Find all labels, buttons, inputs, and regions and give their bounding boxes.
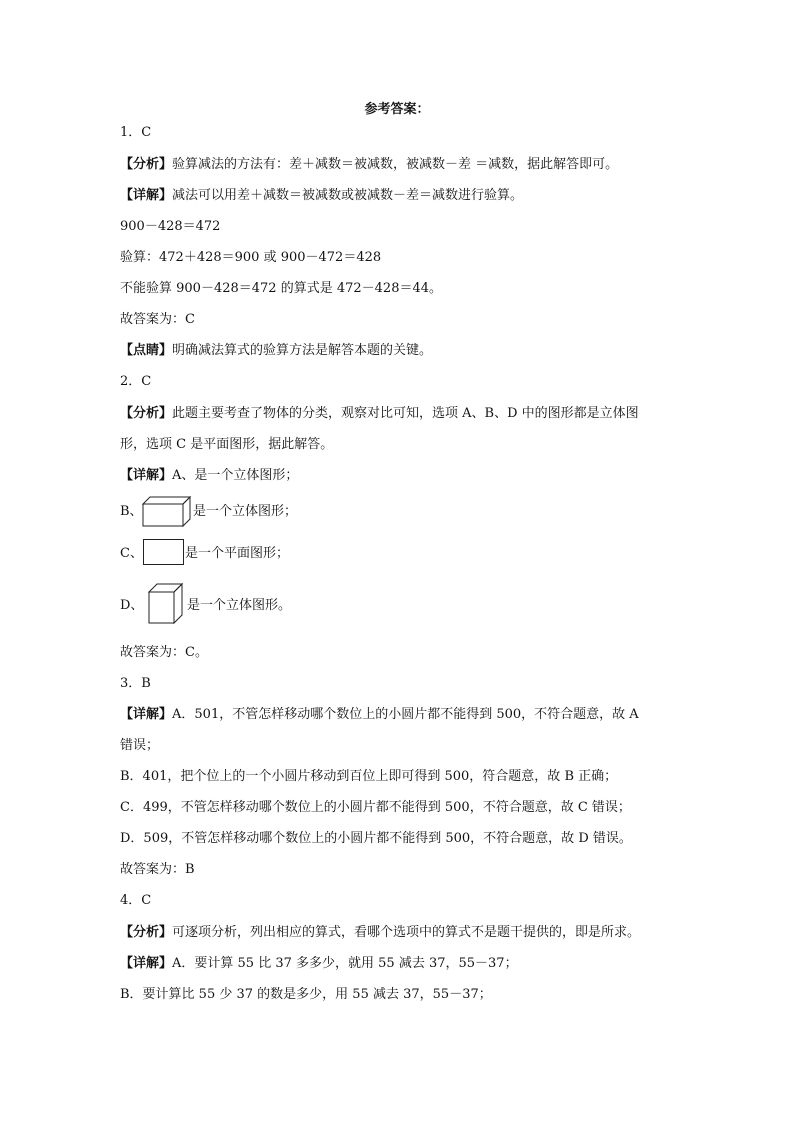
analysis-tag: 【分析】 (120, 406, 173, 421)
q2-number: 2．C (120, 374, 152, 389)
tip-text: 明确减法算式的验算方法是解答本题的关键。 (172, 343, 433, 358)
detail-tag: 【详解】 (120, 188, 173, 203)
detail-text: A．501，不管怎样移动哪个数位上的小圆片都不能得到 500，不符合题意，故 A (172, 707, 639, 722)
detail-tag: 【详解】 (120, 707, 173, 722)
q3-answer: 故答案为：B (120, 862, 195, 877)
q1-detail (120, 187, 523, 205)
q2-detail (120, 467, 298, 485)
q4-analysis (120, 924, 640, 942)
analysis-tag: 【分析】 (120, 925, 173, 940)
detail-text: A．要计算 55 比 37 多多少，就用 55 减去 37，55－37； (172, 956, 518, 971)
q1-tip (120, 342, 432, 360)
q1-equation-1: 900－428＝472 (120, 219, 221, 234)
q2-option-b-label: B、 (120, 504, 143, 519)
q2-option-b-text: 是一个立体图形； (193, 504, 298, 519)
q1-analysis (120, 156, 618, 174)
cube-figure (148, 583, 184, 625)
q2-option-c-text: 是一个平面图形； (185, 546, 290, 561)
analysis-text: 此题主要考查了物体的分类，观察对比可知，选项 A、B、D 中的图形都是立体图 (172, 406, 639, 421)
detail-text: 减法可以用差＋减数＝被减数或被减数－差＝减数进行验算。 (172, 188, 524, 203)
page-title: 参考答案： (364, 102, 430, 117)
q4-number: 4．C (120, 893, 152, 908)
q2-analysis (120, 405, 639, 423)
q2-analysis-cont: 形，选项 C 是平面图形，据此解答。 (120, 437, 334, 452)
detail-tag: 【详解】 (120, 468, 173, 483)
q1-answer: 故答案为：C (120, 312, 195, 327)
q1-equation-2: 验算：472＋428＝900 或 900－472＝428 (120, 250, 382, 265)
q3-option-b: B．401，把个位上的一个小圆片移动到百位上即可得到 500，符合题意，故 B 正确； (120, 769, 618, 784)
q3-option-c: C．499，不管怎样移动哪个数位上的小圆片都不能得到 500，不符合题意，故 C 错误； (120, 800, 631, 815)
q2-option-c-label: C、 (120, 546, 143, 561)
detail-text: A、是一个立体图形； (172, 468, 299, 483)
cuboid-figure (142, 496, 192, 528)
q3-number: 3．B (120, 676, 151, 691)
detail-tag: 【详解】 (120, 956, 173, 971)
rectangle-figure (143, 539, 185, 566)
q2-option-d-label: D、 (120, 598, 144, 613)
q3-detail-cont: 错误； (120, 738, 160, 753)
q2-option-d-text: 是一个立体图形。 (187, 598, 292, 613)
q3-detail (120, 706, 639, 724)
q1-equation-3: 不能验算 900－428＝472 的算式是 472－428＝44。 (120, 281, 443, 296)
analysis-text: 可逐项分析，列出相应的算式，看哪个选项中的算式不是题干提供的，即是所求。 (172, 925, 641, 940)
q3-option-d: D．509，不管怎样移动哪个数位上的小圆片都不能得到 500，不符合题意，故 D 错误。 (120, 831, 632, 846)
q4-detail (120, 955, 518, 973)
q1-number: 1．C (120, 125, 152, 140)
q2-answer: 故答案为：C。 (120, 645, 208, 660)
analysis-tag: 【分析】 (120, 157, 173, 172)
q4-option-b: B．要计算比 55 少 37 的数是多少，用 55 减去 37，55－37； (120, 987, 492, 1002)
tip-tag: 【点睛】 (120, 343, 173, 358)
analysis-text: 验算减法的方法有：差＋减数＝被减数，被减数－差 ＝减数，据此解答即可。 (172, 157, 619, 172)
